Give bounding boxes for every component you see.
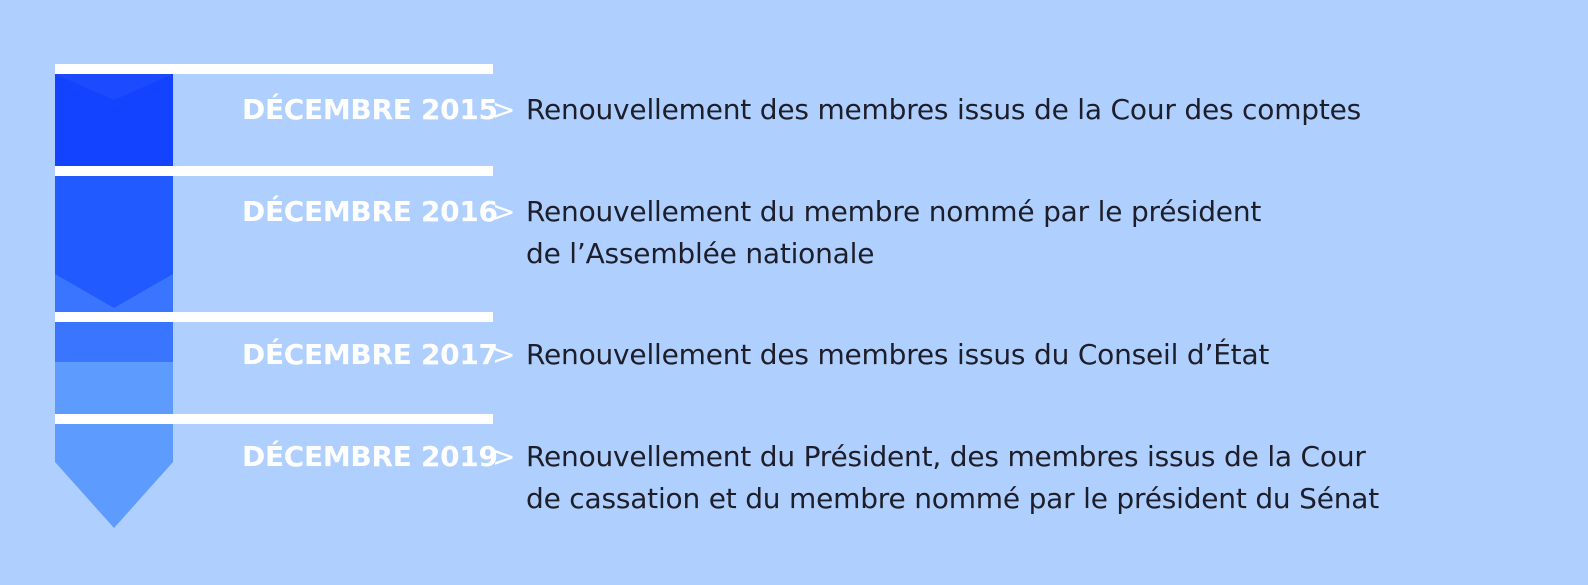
entry-separator: > — [492, 440, 516, 473]
entry-date: DÉCEMBRE 2017 — [242, 338, 498, 371]
entry-separator: > — [492, 338, 516, 371]
entry-description — [526, 334, 1566, 376]
timeline-entry-2019 — [242, 436, 1380, 515]
divider-line-4 — [55, 414, 493, 424]
entry-text-line: Renouvellement du Président, des membres issus de la Cour — [526, 440, 1366, 473]
arrow-segment-3-lower — [55, 362, 173, 414]
entry-text-line: de cassation et du membre nommé par le président du Sénat — [526, 482, 1380, 515]
entry-text-line: Renouvellement du membre nommé par le président — [526, 195, 1262, 228]
entry-date: DÉCEMBRE 2016 — [242, 195, 498, 228]
entry-description — [526, 89, 1566, 131]
entry-separator: > — [492, 195, 516, 228]
arrow-head — [55, 424, 173, 528]
divider-line-1 — [55, 64, 493, 74]
entry-date: DÉCEMBRE 2019 — [242, 440, 498, 473]
entry-separator: > — [492, 93, 516, 126]
entry-description — [526, 436, 1566, 520]
entry-text-line: Renouvellement des membres issus de la Cour des comptes — [526, 93, 1362, 126]
divider-line-3 — [55, 312, 493, 322]
divider-line-2 — [55, 166, 493, 176]
timeline-entry-2015 — [242, 89, 1362, 131]
entry-text-line: Renouvellement des membres issus du Conseil d’État — [526, 338, 1270, 371]
entry-description — [526, 191, 1566, 275]
timeline-entry-2016 — [242, 191, 1262, 270]
entry-date: DÉCEMBRE 2015 — [242, 93, 498, 126]
entry-text-line: de l’Assemblée nationale — [526, 237, 875, 270]
timeline-entry-2017 — [242, 334, 1270, 376]
